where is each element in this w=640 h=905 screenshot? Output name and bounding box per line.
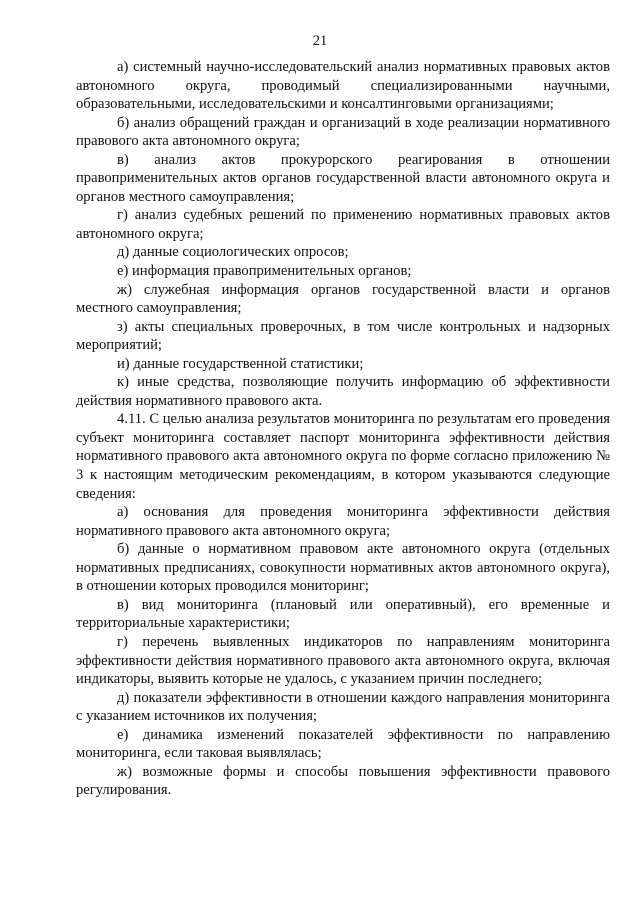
list-item-zh-official-info: ж) служебная информация органов государственной власти и органов местного самоуправления;	[76, 281, 610, 317]
list-item-d-sociological-surveys: д) данные социологических опросов;	[117, 244, 349, 261]
passport-item-v-monitoring-type: в) вид мониторинга (плановый или оперативный), его временные и территориальные характеристики;	[76, 596, 610, 632]
passport-item-e-dynamics: е) динамика изменений показателей эффективности по направлению мониторинга, если таковая выявлялась;	[76, 726, 610, 762]
passport-item-g-indicators: г) перечень выявленных индикаторов по направлениям мониторинга эффективности действия нормативного правового акта автономного округа, включая индикаторы, выявить которые не удалось, с указанием причин последнего;	[76, 633, 610, 688]
list-item-i-state-statistics: и) данные государственной статистики;	[117, 355, 364, 372]
passport-item-a-grounds: а) основания для проведения мониторинга эффективности действия нормативного правового акта автономного округа;	[76, 504, 610, 539]
document-body	[76, 58, 610, 800]
list-item-g-court-decisions: г) анализ судебных решений по применению нормативных правовых актов автономного округа;	[76, 207, 610, 242]
list-item-b-citizen-appeals: б) анализ обращений граждан и организаций в ходе реализации нормативного правового акта автономного округа;	[76, 114, 610, 150]
list-item-a-system-analysis: а) системный научно-исследовательский анализ нормативных правовых актов автономного округа, проводимый специализированными научными, образовательными, исследовательскими и консалтинговыми организациями;	[76, 59, 610, 113]
list-item-e-law-enforcement-info: е) информация правоприменительных органов;	[117, 263, 412, 280]
list-item-v-prosecutor-acts: в) анализ актов прокурорского реагирования в отношении правоприменительных актов органов государственной власти автономного округа и органов местного самоуправления;	[76, 151, 610, 205]
page-number: 21	[312, 33, 328, 49]
passport-item-zh-improvement-ways: ж) возможные формы и способы повышения эффективности правового регулирования.	[76, 763, 610, 799]
list-item-z-inspection-acts: з) акты специальных проверочных, в том числе контрольных и надзорных мероприятий;	[76, 318, 610, 354]
passport-item-b-act-data: б) данные о нормативном правовом акте автономного округа (отдельных нормативных предписаниях, совокупности нормативных актов автономного округа), в отношении которых проводился мониторинг;	[76, 541, 610, 595]
section-4-11-paragraph: 4.11. С целью анализа результатов мониторинга по результатам его проведения субъект мониторинга составляет паспорт мониторинга эффективности действия нормативного правового акта автономного округа по форме согласно приложению № 3 к настоящим методическим рекомендациям, в котором указываются следующие сведения:	[76, 411, 610, 502]
passport-item-d-efficiency-metrics: д) показатели эффективности в отношении каждого направления мониторинга с указанием источников их получения;	[76, 689, 610, 725]
list-item-k-other-means: к) иные средства, позволяющие получить информацию об эффективности действия нормативного правового акта.	[76, 374, 610, 409]
